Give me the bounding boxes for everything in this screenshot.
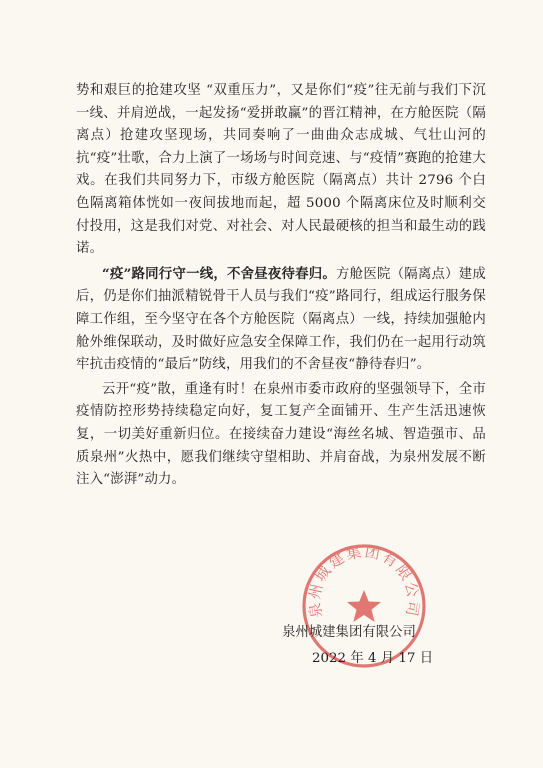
paragraph-together-guarding [76,263,486,377]
signature-date: 2022 年 4 月 17 日 [312,651,434,666]
seal-text: 泉州城建集团有限公司 [305,542,423,620]
signature-company: 泉州城建集团有限公司 [282,625,416,640]
paragraph-text: 云开“疫”散，重逢有时！在泉州市委市政府的坚强领导下，全市疫情防控形势持续稳定向好，复工复产全面铺开、生产生活迅速恢复，一切美好重新归位。在接续奋力建设“海丝名城、智造强市、品质泉州”火热中，愿我们继续守望相助、并肩奋战，为泉州发展不断注入“澎湃”动力。 [76,381,486,488]
paragraph-text: 方舱医院（隔离点）建成后，仍是你们抽派精锐骨干人员与我们“疫”路同行，组成运行服务保障工作组，至今坚守在各个方舱医院（隔离点）一线，持续加强舱内舱外维保联动，及时做好应急安全保障工作，我们仍在一起用行动筑牢抗击疫情的“最后”防线，用我们的不舍昼夜“静待春归”。 [76,266,486,373]
paragraph-text: 势和艰巨的抢建攻坚 “双重压力”，又是你们“疫”往无前与我们下沉一线、并肩逆战，一起发扬“爱拼敢赢”的晋江精神，在方舱医院（隔离点）抢建攻坚现场，共同奏响了一曲曲众志成城、气壮山河的抗“疫”壮歌，合力上演了一场场与时间竞速、与“疫情”赛跑的抢建大戏。在我们共同努力下，市级方舱医院（隔离点）共计 2796 个白色隔离箱体恍如一夜间拔地而起，超 5000 个隔离床位及时顺利交付投用，这是我们对党、对社会、对人民最硬核的担当和最生动的践诺。 [76,83,486,257]
paragraph-reunion [76,379,486,492]
letter-body [76,80,486,494]
paragraph-lead: “疫”路同行守一线，不舍昼夜待春归。 [102,265,337,282]
seal-star [347,590,381,622]
paragraph-continuation [76,80,486,261]
